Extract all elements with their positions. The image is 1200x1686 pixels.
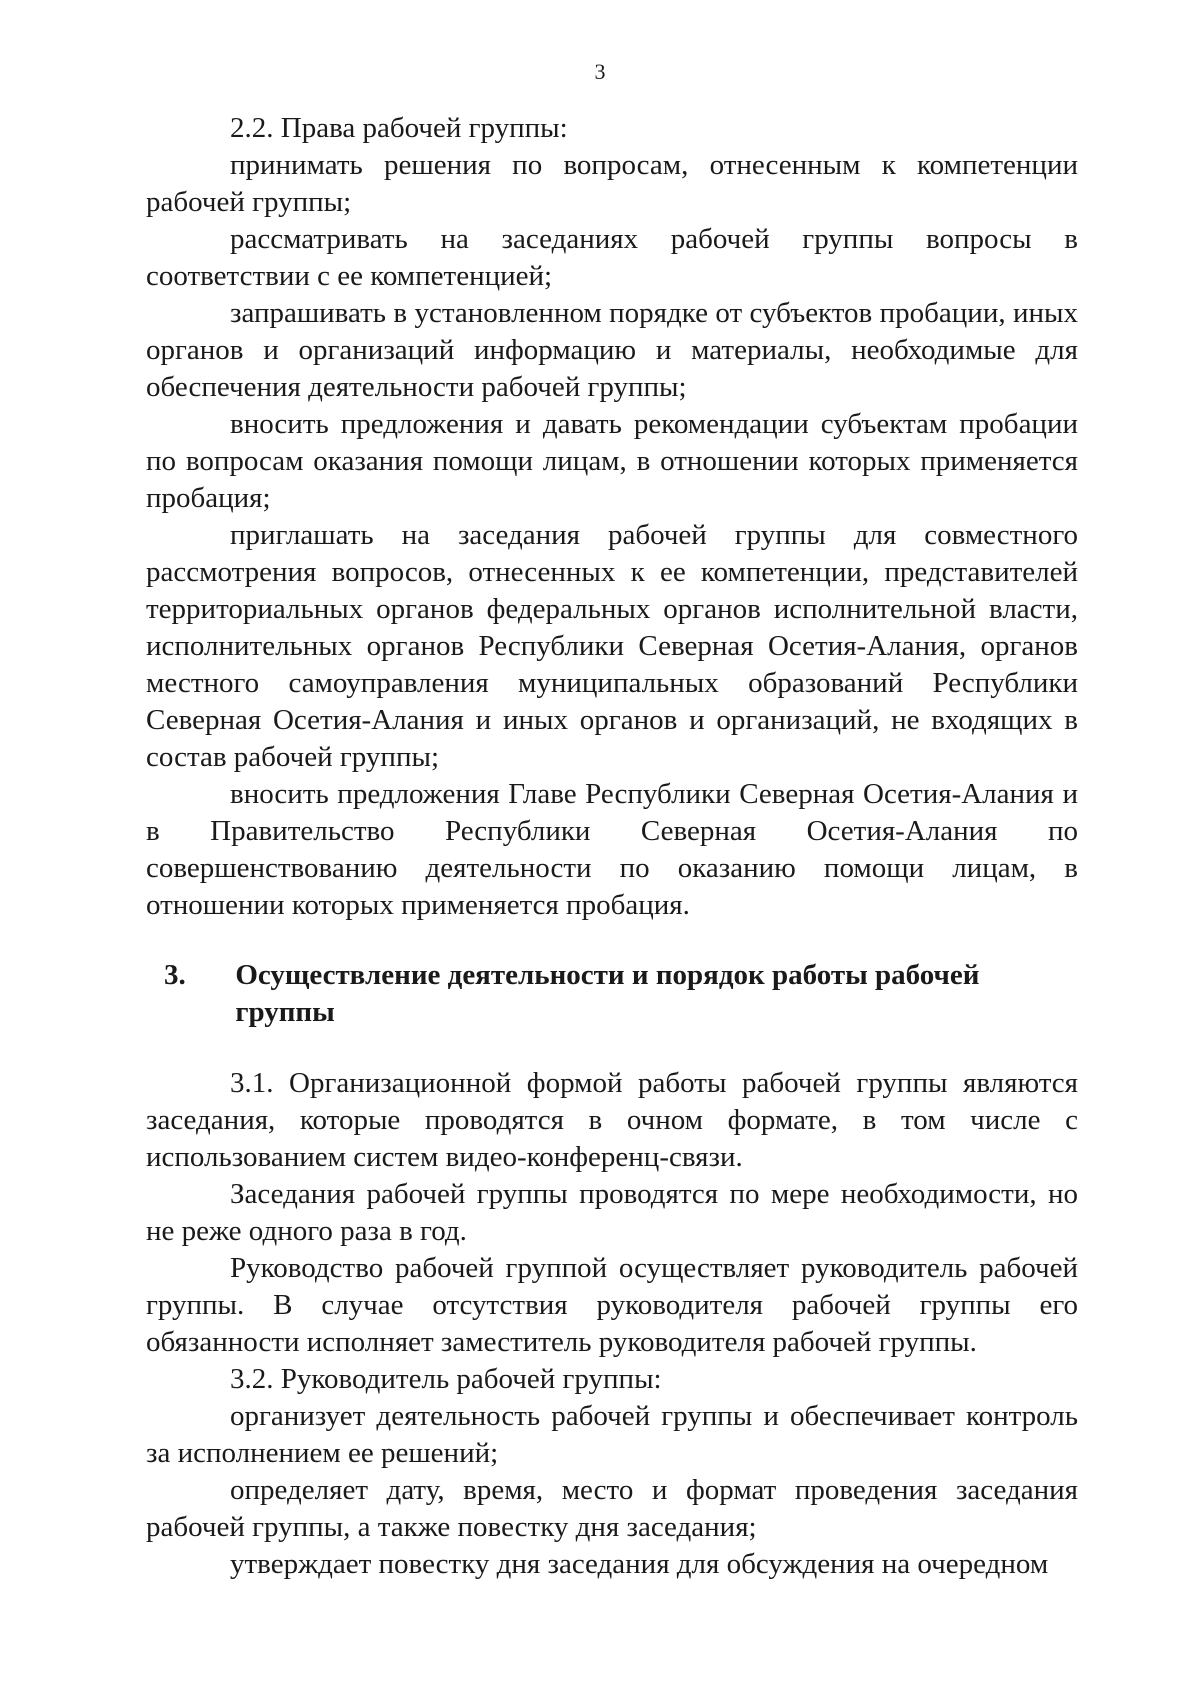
section-2-2-subtitle: 2.2. Права рабочей группы:: [230, 112, 568, 144]
section-3-paragraph: Заседания рабочей группы проводятся по мере необходимости, но не реже одного раза в год.: [146, 1178, 1078, 1247]
rights-item: запрашивать в установленном порядке от субъектов пробации, иных органов и организаций информацию и материалы, необходимые для обеспечения деятельности рабочей группы;: [146, 297, 1078, 403]
document-body: [146, 110, 1078, 1583]
section-3-number: 3.: [164, 959, 186, 991]
rights-item: принимать решения по вопросам, отнесенным к компетенции рабочей группы;: [146, 149, 1078, 218]
leader-duty-item: утверждает повестку дня заседания для обсуждения на очередном: [230, 1548, 1049, 1580]
page-number: 3: [594, 59, 606, 84]
section-3-2-subtitle: 3.2. Руководитель рабочей группы:: [230, 1363, 662, 1395]
rights-item: рассматривать на заседаниях рабочей группы вопросы в соответствии с ее компетенцией;: [146, 223, 1078, 292]
rights-item: приглашать на заседания рабочей группы для совместного рассмотрения вопросов, отнесенных к ее компетенции, представителей территориальных органов федеральных органов исполнительной власти, исполнительных органов Республики Северная Осетия-Алания, органов местного самоуправления муниципальных образований Республики Северная Осетия-Алания и иных органов и организаций, не входящих в состав рабочей группы;: [146, 519, 1078, 773]
rights-item: вносить предложения Главе Республики Северная Осетия-Алания и в Правительство Республики Северная Осетия-Алания по совершенствованию деятельности по оказанию помощи лицам, в отношении которых применяется пробация.: [146, 778, 1078, 921]
rights-item: вносить предложения и давать рекомендации субъектам пробации по вопросам оказания помощи лицам, в отношении которых применяется пробация;: [146, 408, 1078, 514]
section-3-heading: [146, 957, 1078, 1031]
leader-duty-item: организует деятельность рабочей группы и обеспечивает контроль за исполнением ее решений;: [146, 1400, 1078, 1469]
section-3-paragraph: Руководство рабочей группой осуществляет руководитель рабочей группы. В случае отсутствия руководителя рабочей группы его обязанности исполняет заместитель руководителя рабочей группы.: [146, 1252, 1078, 1358]
section-3-title: Осуществление деятельности и порядок работы рабочей группы: [235, 959, 980, 1028]
leader-duty-item: определяет дату, время, место и формат проведения заседания рабочей группы, а также повестку дня заседания;: [146, 1474, 1078, 1543]
section-3-paragraph: 3.1. Организационной формой работы рабочей группы являются заседания, которые проводятся в очном формате, в том числе с использованием систем видео-конференц-связи.: [146, 1067, 1078, 1173]
